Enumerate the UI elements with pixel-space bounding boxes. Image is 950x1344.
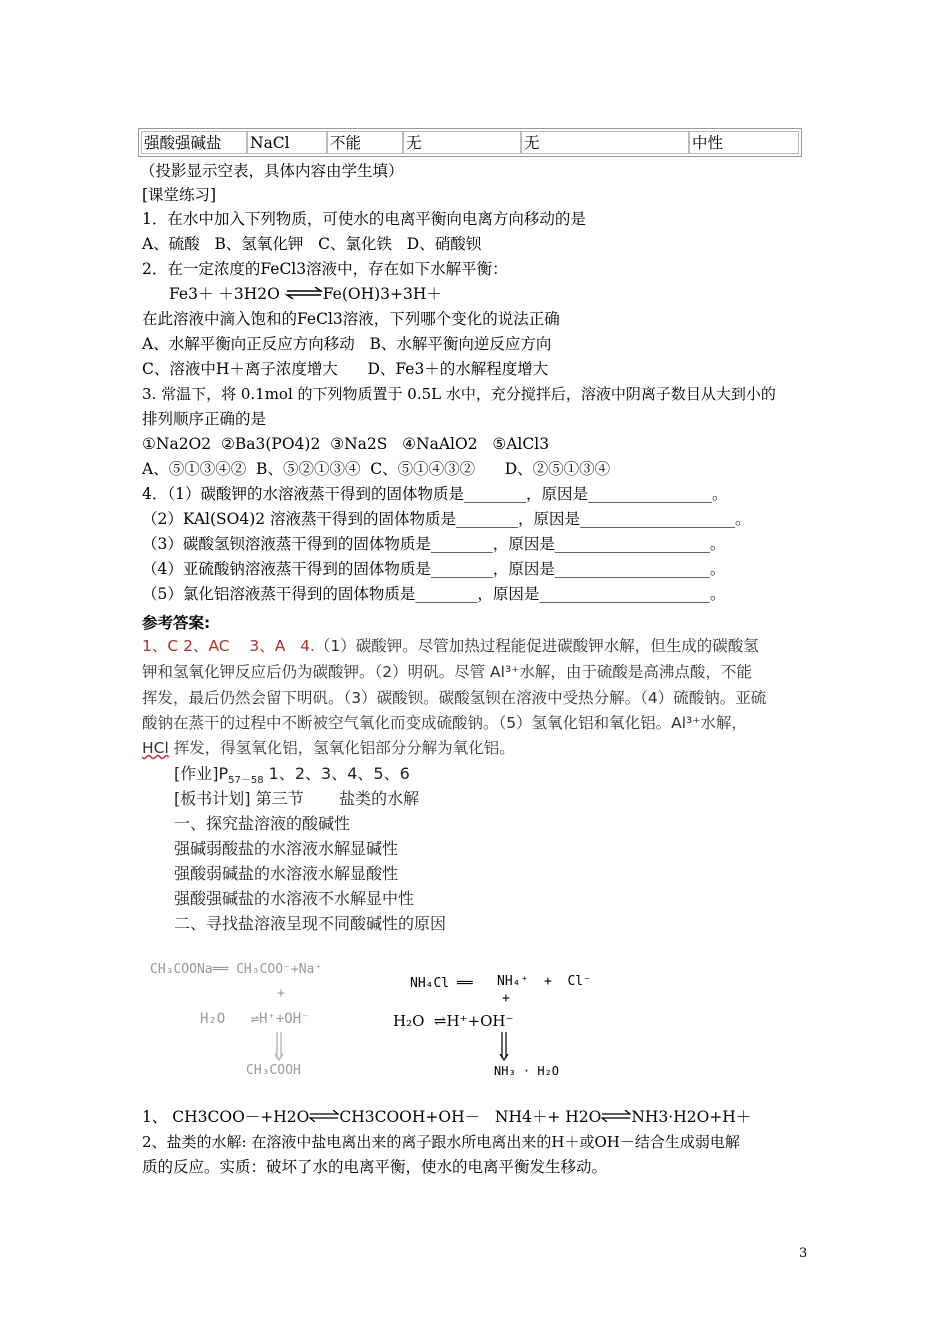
- projection-note: （投影显示空表，具体内容由学生填）: [140, 162, 404, 180]
- question-4-line5: （5）氯化铝溶液蒸干得到的固体物质是________，原因是______________________。: [142, 585, 726, 603]
- answers-line2: 钾和氢氧化钾反应后仍为碳酸钾。（2）明矾。尽管 Al³⁺水解，由于硫酸是高沸点酸，不能: [142, 663, 752, 681]
- ammonium-diagram-water: H₂O ⇌H⁺+OH⁻: [393, 1012, 514, 1030]
- answers-line5: [142, 736, 515, 758]
- down-arrow-icon: [497, 1030, 511, 1066]
- ammonium-diagram-salt: NH₄Cl ══: [410, 976, 473, 991]
- board-plan-line3: 强酸弱碱盐的水溶液水解显酸性: [174, 864, 399, 883]
- question-3-line2: 排列顺序正确的是: [142, 410, 267, 428]
- answers-line4: 酸钠在蒸干的过程中不断被空气氧化而变成硫酸钠。（5）氢氧化铝和氧化铝。Al³⁺水解，: [142, 714, 747, 732]
- question-4-line2: （2）KAl(SO4)2 溶液蒸干得到的固体物质是________，原因是____________________。: [142, 510, 751, 528]
- acetate-diagram-plus: +: [277, 986, 285, 1001]
- homework-items: 1、2、3、4、5、6: [263, 764, 410, 783]
- answers-line3: 挥发，最后仍然会留下明矾。（3）碳酸钡。碳酸氢钡在溶液中受热分解。（4）硫酸钠。亚硫: [142, 689, 767, 707]
- conclusion-1-part-b: CH3COOH+OH－ NH4＋+ H2O: [339, 1108, 602, 1126]
- board-plan-title: [板书计划] 第三节 盐类的水解: [174, 789, 420, 808]
- acetate-diagram-water: H₂O ⇌H⁺+OH⁻: [200, 1011, 310, 1027]
- question-4-line4: （4）亚硫酸钠溶液蒸干得到的固体物质是________，原因是____________________。: [142, 560, 726, 578]
- question-1-options: A、硫酸 B、氢氧化钾 C、氯化铁 D、硝酸钡: [142, 235, 482, 253]
- answers-numbers: 1、C 2、AC 3、A 4.: [142, 637, 315, 655]
- table-cell-equation: 无: [521, 131, 689, 154]
- board-plan-line2: 强碱弱酸盐的水溶液水解显碱性: [174, 839, 399, 858]
- conclusion-1-part-c: NH3·H2O+H＋: [631, 1108, 752, 1126]
- question-3-items: ①Na2O2 ②Ba3(PO4)2 ③Na2S ④NaAlO2 ⑤AlCl3: [142, 435, 550, 453]
- acetate-diagram-top: CH₃COONa══ CH₃COO⁻+Na⁺: [150, 962, 323, 977]
- salt-table: [138, 128, 802, 157]
- question-3-options: A、⑤①③④② B、⑤②①③④ C、⑤①④③② D、②⑤①③④: [142, 460, 611, 478]
- answers-heading: 参考答案:: [142, 614, 211, 632]
- question-2-line3: 在此溶液中滴入饱和的FeCl3溶液，下列哪个变化的说法正确: [142, 310, 560, 328]
- question-2-options-cd: C、溶液中H＋离子浓度增大 D、Fe3＋的水解程度增大: [142, 360, 549, 378]
- homework-label: [作业]P: [174, 764, 229, 783]
- equation-left: Fe3＋ ＋3H2O: [169, 285, 280, 303]
- conclusion-2-line2: 质的反应。实质：破坏了水的电离平衡，使水的电离平衡发生移动。: [142, 1158, 608, 1176]
- conclusion-1-part-a: 1、 CH3COO－+H2O: [142, 1108, 310, 1126]
- answers-line1: [142, 634, 759, 656]
- ammonium-diagram-base: NH₃ · H₂O: [494, 1064, 560, 1078]
- conclusion-2-line1: 2、盐类的水解: 在溶液中盐电离出来的离子跟水所电离出来的H＋或OH－结合生成弱电解: [142, 1133, 740, 1151]
- question-2-options-ab: A、水解平衡向正反应方向移动 B、水解平衡向逆反应方向: [142, 335, 552, 353]
- section-heading: [课堂练习]: [142, 186, 217, 204]
- equilibrium-arrow-icon: [601, 1110, 631, 1126]
- ammonium-diagram-plus: +: [502, 991, 510, 1006]
- acetate-diagram-acid: CH₃COOH: [246, 1063, 301, 1078]
- homework-line: [174, 761, 410, 786]
- table-cell-type: 强酸强碱盐: [141, 131, 247, 154]
- down-arrow-icon: [272, 1030, 286, 1066]
- question-1-stem: 1．在水中加入下列物质，可使水的电离平衡向电离方向移动的是: [142, 210, 586, 228]
- ammonium-diagram-ions: NH₄⁺ + Cl⁻: [497, 974, 591, 989]
- hcl-text: HCl: [142, 739, 169, 757]
- board-plan-line4: 强酸强碱盐的水溶液不水解显中性: [174, 889, 415, 908]
- table-cell-salt: NaCl: [247, 131, 327, 154]
- answers-text-5: 挥发，得氢氧化铝，氢氧化铝部分分解为氧化铝。: [168, 739, 515, 757]
- equilibrium-arrow-icon: [309, 1110, 339, 1126]
- board-plan-line5: 二、寻找盐溶液呈现不同酸碱性的原因: [174, 914, 447, 933]
- homework-pages: 57－58: [228, 775, 264, 787]
- table-cell-ion: 无: [403, 131, 521, 154]
- answers-text-1: （1）碳酸钾。尽管加热过程能促进碳酸钾水解，但生成的碳酸氢: [314, 637, 759, 655]
- question-3-line1: 3. 常温下，将 0.1mol 的下列物质置于 0.5L 水中，充分搅拌后，溶液中阴离子数目从大到小的: [142, 385, 776, 403]
- table-cell-acidity: 中性: [689, 131, 799, 154]
- equilibrium-arrow-icon: [285, 287, 323, 303]
- equation-right: Fe(OH)3+3H＋: [322, 285, 442, 303]
- question-4-line3: （3）碳酸氢钡溶液蒸干得到的固体物质是________，原因是____________________。: [142, 535, 726, 553]
- conclusion-1: [142, 1110, 751, 1126]
- question-2-stem: 2．在一定浓度的FeCl3溶液中，存在如下水解平衡：: [142, 260, 508, 278]
- board-plan-line1: 一、探究盐溶液的酸碱性: [174, 814, 351, 833]
- question-2-equation: [169, 287, 442, 303]
- question-4-line1: 4．（1）碳酸钾的水溶液蒸干得到的固体物质是________，原因是________________。: [142, 485, 728, 503]
- table-cell-hydrolysis: 不能: [327, 131, 403, 154]
- page-number: 3: [799, 1246, 808, 1261]
